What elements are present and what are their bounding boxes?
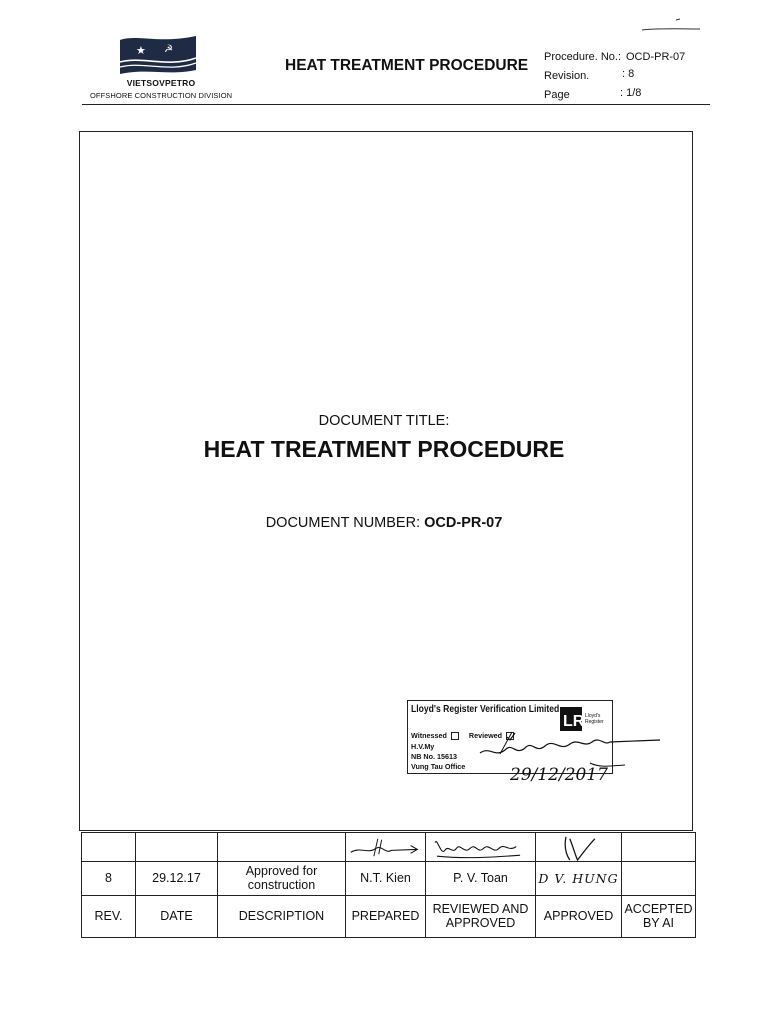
signature-cell-description <box>218 833 346 862</box>
col-header-rev: REV. <box>82 896 136 938</box>
revision-table <box>81 832 696 938</box>
signature-cell-accepted <box>622 833 696 862</box>
revision-label: Revision. <box>544 70 590 82</box>
revision-accepted-by <box>622 862 696 896</box>
witnessed-label: Witnessed <box>411 731 447 740</box>
stamp-signature-icon <box>470 718 666 782</box>
col-header-accepted: ACCEPTED BY AI <box>622 896 696 938</box>
lr-logo-sub1: Lloyd's <box>585 713 601 719</box>
page-label: Page <box>544 89 570 101</box>
col-header-description: DESCRIPTION <box>218 896 346 938</box>
header-divider <box>82 104 710 105</box>
lr-logo-sub2: Register <box>585 719 604 725</box>
procedure-value: OCD-PR-07 <box>626 51 686 63</box>
header-row <box>82 896 696 938</box>
revision-reviewed-by: P. V. Toan <box>426 862 536 896</box>
revision-row <box>82 862 696 896</box>
page-value: : 1/8 <box>620 87 642 99</box>
revision-number: 8 <box>82 862 136 896</box>
corner-pen-mark <box>640 14 702 36</box>
stamp-date-handwritten: 29/12/2017 <box>510 765 608 782</box>
procedure-label: Procedure. No.: <box>544 51 622 63</box>
witnessed-checkbox <box>451 732 459 740</box>
reviewed-label: Reviewed <box>468 731 503 740</box>
document-title: HEAT TREATMENT PROCEDURE <box>203 436 565 462</box>
division-name: OFFSHORE CONSTRUCTION DIVISION <box>90 91 233 100</box>
revision-value: : 8 <box>622 68 635 80</box>
signature-reviewed-icon <box>426 833 535 861</box>
revision-description: Approved for construction <box>218 862 346 896</box>
document-title-label: DOCUMENT TITLE: <box>318 413 450 429</box>
document-number-label: DOCUMENT NUMBER: <box>265 515 421 531</box>
signature-prepared-icon <box>346 833 425 861</box>
stamp-title: Lloyd's Register Verification Limited <box>411 704 560 715</box>
col-header-approved: APPROVED <box>536 896 622 938</box>
stamp-office: Vung Tau Office <box>411 762 466 771</box>
col-header-date: DATE <box>136 896 218 938</box>
document-number-value: OCD-PR-07 <box>424 515 503 531</box>
vietsovpetro-logo-icon <box>118 34 198 84</box>
col-header-reviewed: REVIEWED AND APPROVED <box>426 896 536 938</box>
stamp-name: H.V.My <box>411 742 435 751</box>
revision-date: 29.12.17 <box>136 862 218 896</box>
revision-prepared-by: N.T. Kien <box>346 862 426 896</box>
signature-cell-rev <box>82 833 136 862</box>
svg-text:★: ★ <box>136 44 146 57</box>
signature-row <box>82 833 696 862</box>
signature-approved <box>536 833 622 862</box>
logo-name: VIETSOVPETRO <box>126 78 196 88</box>
stamp-number: NB No. 15613 <box>411 752 457 761</box>
header-title: HEAT TREATMENT PROCEDURE <box>285 57 529 74</box>
col-header-prepared: PREPARED <box>346 896 426 938</box>
svg-text:☭: ☭ <box>164 44 173 55</box>
revision-approved-by: D V. HUNG <box>536 862 622 896</box>
signature-approved-icon <box>536 833 621 861</box>
document-number <box>0 515 768 531</box>
signature-cell-date <box>136 833 218 862</box>
lr-logo-text: LR <box>563 713 585 730</box>
signature-prepared <box>346 833 426 862</box>
signature-reviewed <box>426 833 536 862</box>
